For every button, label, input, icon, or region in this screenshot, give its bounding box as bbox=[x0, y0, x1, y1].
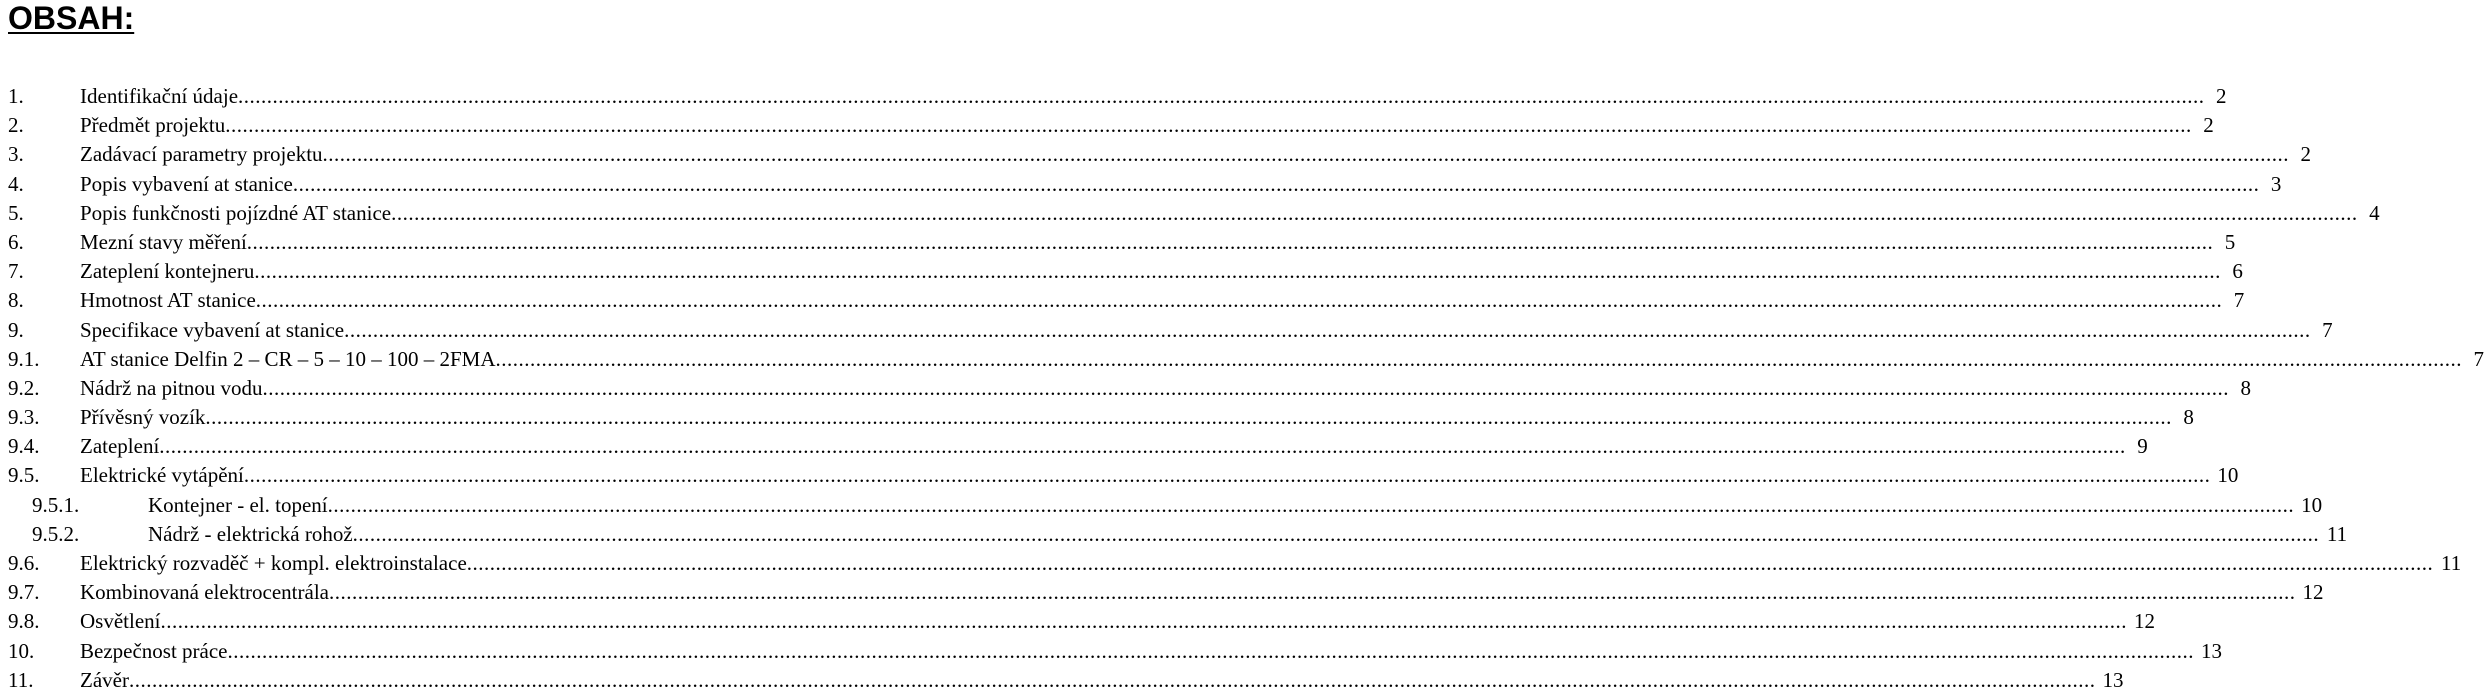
toc-entry[interactable] bbox=[8, 140, 2312, 169]
toc-entry-number: 9.5. bbox=[8, 463, 40, 488]
toc-entry-page-number: 9 bbox=[2137, 434, 2148, 459]
toc-entry-page-number: 11 bbox=[2441, 551, 2462, 575]
toc-dot-leader bbox=[247, 228, 2214, 257]
toc-entry-title: Závěr bbox=[80, 667, 129, 692]
toc-entry-page-number: 2 bbox=[2216, 84, 2227, 108]
toc-entry[interactable] bbox=[8, 491, 2323, 520]
toc-entry-number: 9.8. bbox=[8, 609, 40, 634]
toc-entry-number: 4. bbox=[8, 171, 24, 196]
toc-entry-page-number: 10 bbox=[2217, 463, 2239, 488]
toc-dot-leader bbox=[244, 461, 2211, 490]
toc-entry-number: 5. bbox=[8, 200, 24, 225]
toc-dot-leader bbox=[129, 666, 2096, 695]
toc-entry-number: 9.1. bbox=[8, 346, 40, 371]
toc-entry-page-number: 8 bbox=[2183, 405, 2194, 430]
toc-entry-number: 6. bbox=[8, 229, 24, 254]
toc-entry-title: Identifikační údaje bbox=[80, 84, 239, 108]
toc-entry-number: 11. bbox=[8, 667, 34, 692]
toc-entry-page-number: 6 bbox=[2232, 259, 2243, 284]
toc-entry-page-number: 7 bbox=[2322, 317, 2333, 342]
toc-entry[interactable] bbox=[8, 199, 2380, 228]
toc-entry[interactable] bbox=[8, 316, 2333, 345]
toc-entry-title: AT stanice Delfin 2 – CR – 5 – 10 – 100 – 2FMA bbox=[80, 346, 496, 371]
toc-entry-number: 9.3. bbox=[8, 405, 40, 430]
toc-dot-leader bbox=[238, 82, 2205, 111]
toc-entry[interactable] bbox=[8, 637, 2223, 666]
toc-entry-page-number: 7 bbox=[2233, 288, 2245, 313]
toc-entry-title: Osvětlení bbox=[80, 609, 161, 634]
toc-entry-page-number: 8 bbox=[2240, 375, 2252, 400]
toc-entry-page-number: 10 bbox=[2301, 492, 2323, 517]
toc-entry[interactable] bbox=[8, 374, 2252, 403]
toc-entry[interactable] bbox=[8, 111, 2214, 140]
toc-dot-leader bbox=[228, 637, 2195, 666]
toc-entry-number: 9.2. bbox=[8, 375, 40, 400]
toc-entry-number: 1. bbox=[8, 84, 24, 108]
toc-dot-leader bbox=[344, 316, 2311, 345]
toc-entry-number: 9.6. bbox=[8, 551, 40, 575]
toc-entry-page-number: 13 bbox=[2102, 667, 2124, 692]
toc-entry-page-number: 2 bbox=[2203, 113, 2214, 138]
toc-entry-title: Zadávací parametry projektu bbox=[80, 142, 323, 167]
toc-entry-page-number: 7 bbox=[2473, 346, 2484, 371]
toc-entry-title: Popis vybavení at stanice bbox=[80, 171, 293, 196]
toc-entry-number: 2. bbox=[8, 113, 24, 138]
table-of-contents bbox=[8, 82, 2484, 695]
toc-entry-page-number: 5 bbox=[2224, 229, 2236, 254]
toc-entry[interactable] bbox=[8, 549, 2462, 578]
toc-dot-leader bbox=[256, 286, 2223, 315]
toc-entry-number: 7. bbox=[8, 259, 24, 284]
toc-entry[interactable] bbox=[8, 607, 2155, 636]
toc-entry-page-number: 3 bbox=[2270, 171, 2282, 196]
toc-entry-page-number: 4 bbox=[2369, 200, 2380, 225]
toc-entry-number: 10. bbox=[8, 638, 35, 663]
toc-dot-leader bbox=[353, 520, 2320, 549]
toc-entry-title: Kombinovaná elektrocentrála bbox=[80, 580, 329, 605]
toc-dot-leader bbox=[293, 170, 2260, 199]
toc-dot-leader bbox=[467, 549, 2434, 578]
toc-entry-number: 9. bbox=[8, 317, 24, 342]
toc-dot-leader bbox=[329, 578, 2296, 607]
toc-entry[interactable] bbox=[8, 461, 2239, 490]
toc-entry-title: Přívěsný vozík bbox=[80, 405, 206, 430]
toc-dot-leader bbox=[496, 345, 2463, 374]
toc-dot-leader bbox=[254, 257, 2221, 286]
toc-entry[interactable] bbox=[8, 228, 2236, 257]
page-title: OBSAH: bbox=[8, 0, 135, 36]
toc-dot-leader bbox=[328, 491, 2295, 520]
toc-dot-leader bbox=[323, 140, 2290, 169]
toc-entry-page-number: 2 bbox=[2300, 142, 2312, 167]
toc-entry[interactable] bbox=[8, 345, 2484, 374]
toc-entry[interactable] bbox=[8, 82, 2227, 111]
toc-entry[interactable] bbox=[8, 170, 2282, 199]
toc-entry-title: Předmět projektu bbox=[80, 113, 226, 138]
toc-entry-number: 9.4. bbox=[8, 434, 40, 459]
toc-entry-title: Zateplení bbox=[80, 434, 160, 459]
toc-dot-leader bbox=[159, 432, 2126, 461]
toc-entry-number: 9.7. bbox=[8, 580, 40, 605]
toc-entry[interactable] bbox=[8, 578, 2324, 607]
toc-entry[interactable] bbox=[8, 257, 2243, 286]
toc-entry-title: Elektrický rozvaděč + kompl. elektroinstalace bbox=[80, 551, 467, 575]
toc-entry-page-number: 12 bbox=[2133, 609, 2155, 634]
toc-dot-leader bbox=[205, 403, 2172, 432]
toc-entry-title: Mezní stavy měření bbox=[80, 229, 247, 254]
toc-dot-leader bbox=[263, 374, 2230, 403]
toc-entry-title: Kontejner - el. topení bbox=[148, 492, 328, 517]
toc-entry-title: Nádrž na pitnou vodu bbox=[80, 375, 263, 400]
toc-dot-leader bbox=[225, 111, 2192, 140]
toc-dot-leader bbox=[391, 199, 2358, 228]
toc-entry-title: Popis funkčnosti pojízdné AT stanice bbox=[80, 200, 392, 225]
toc-entry-number: 9.5.2. bbox=[32, 521, 80, 546]
toc-entry-number: 9.5.1. bbox=[32, 492, 80, 517]
toc-entry-title: Elektrické vytápění bbox=[80, 463, 244, 488]
toc-entry[interactable] bbox=[8, 520, 2348, 549]
toc-entry-number: 8. bbox=[8, 288, 24, 313]
toc-entry-title: Nádrž - elektrická rohož bbox=[148, 521, 353, 546]
toc-entry-page-number: 11 bbox=[2326, 521, 2348, 546]
toc-entry-page-number: 12 bbox=[2302, 580, 2324, 605]
toc-dot-leader bbox=[160, 607, 2127, 636]
toc-entry[interactable] bbox=[8, 403, 2194, 432]
toc-entry[interactable] bbox=[8, 432, 2148, 461]
toc-entry[interactable] bbox=[8, 286, 2245, 315]
toc-entry-title: Zateplení kontejneru bbox=[80, 259, 255, 284]
toc-entry-page-number: 13 bbox=[2201, 638, 2223, 663]
toc-entry[interactable] bbox=[8, 666, 2124, 695]
toc-entry-title: Bezpečnost práce bbox=[80, 638, 228, 663]
toc-entry-title: Specifikace vybavení at stanice bbox=[80, 317, 345, 342]
toc-entry-title: Hmotnost AT stanice bbox=[80, 288, 256, 313]
toc-entry-number: 3. bbox=[8, 142, 24, 167]
